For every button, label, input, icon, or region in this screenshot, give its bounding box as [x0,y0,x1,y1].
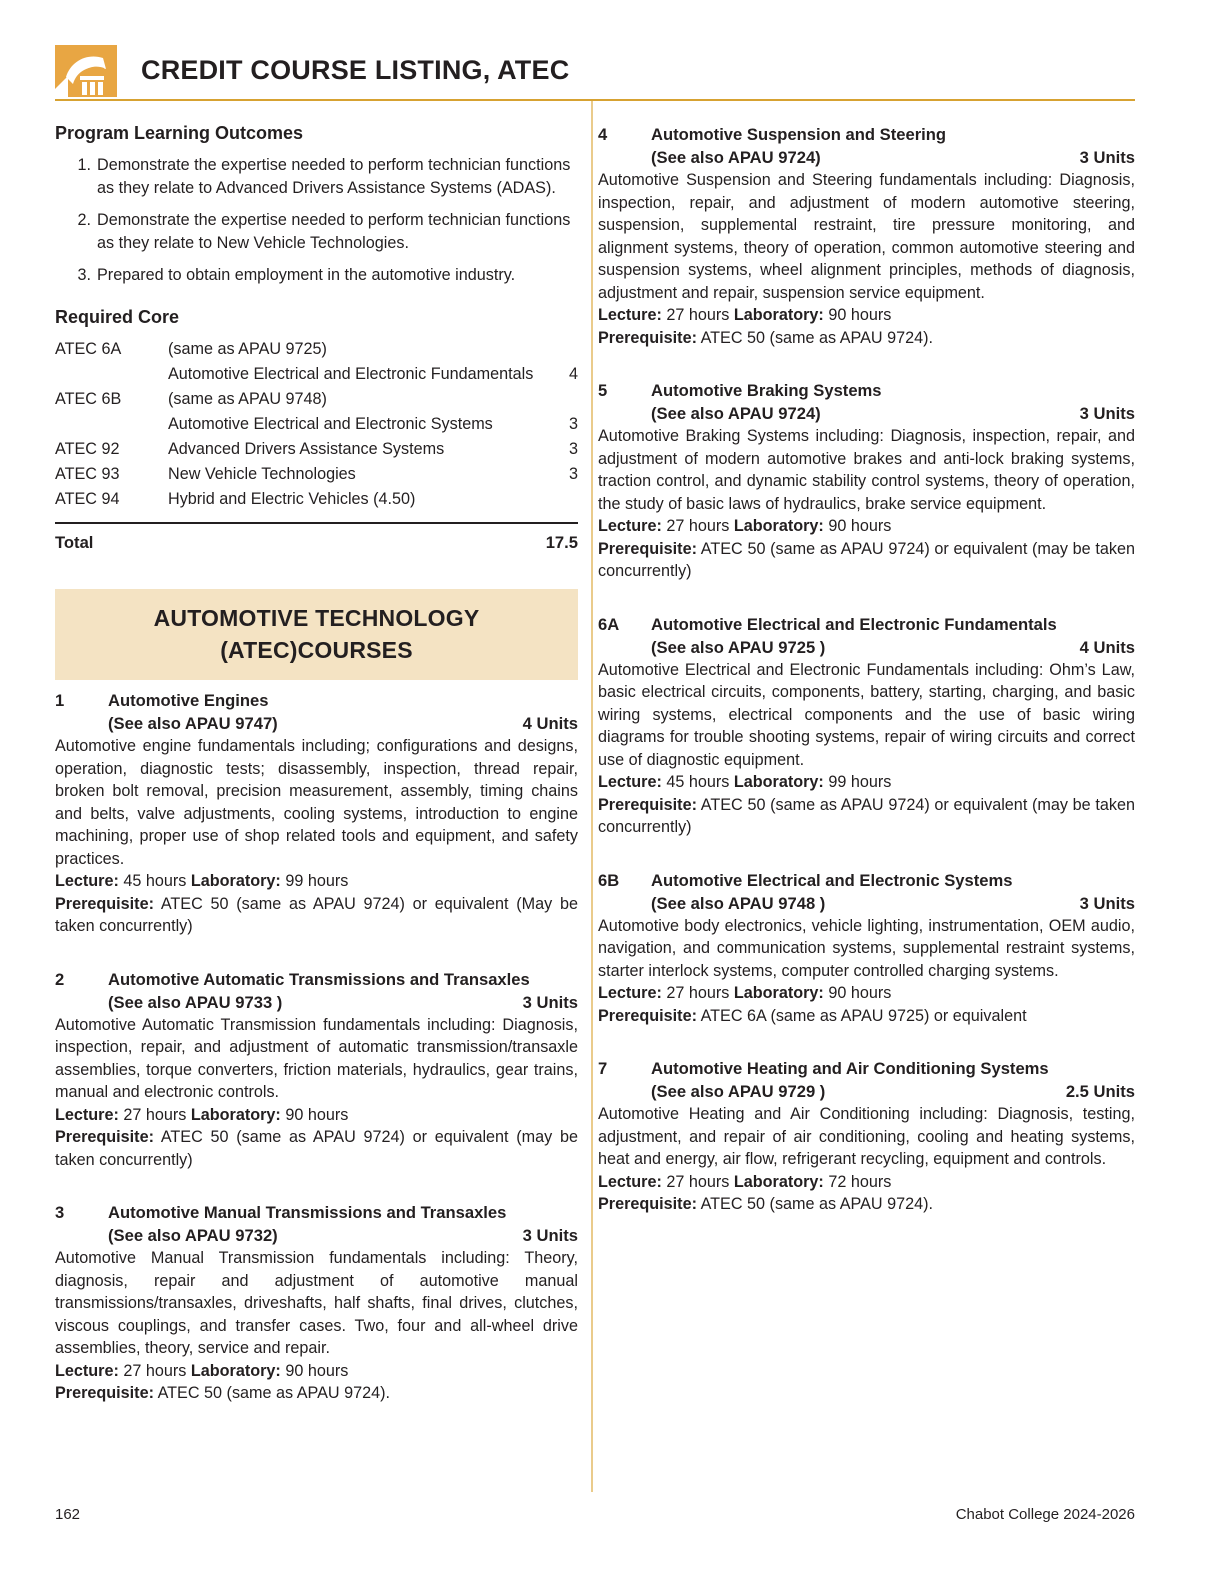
course-prerequisite-line [598,538,1135,583]
course-description: Automotive Electrical and Electronic Fundamentals including: Ohm’s Law, basic electrical circuits, components, battery, starting, charging, and basic wiring systems, electrical components and the use of basic wiring diagrams for trouble shooting systems, repair of wiring circuits and correct use of diagnostic equipment. [598,660,1135,769]
laboratory-label: Laboratory: [733,773,824,791]
course-hours-line [55,1104,578,1127]
course-see-also: (See also APAU 9733 ) [108,992,283,1012]
course-title-cell: New Vehicle Technologies [168,465,356,483]
course-title: Automotive Engines [108,691,269,710]
prerequisite-label: Prerequisite: [55,894,154,913]
course-title: Automotive Electrical and Electronic Systems [651,870,1013,890]
lecture-label: Lecture: [598,1172,662,1191]
laboratory-hours: 90 hours [828,517,892,535]
course-prerequisite-line [598,327,1135,350]
units-cell: 3 [568,415,578,433]
laboratory-hours: 90 hours [828,306,892,324]
prerequisite-label: Prerequisite: [598,1195,697,1213]
course-hours-line [598,515,1135,538]
course-description: Automotive Manual Transmission fundamentals including: Theory, diagnosis, repair and adjustment of automotive manual transmissions/transaxles, driveshafts, half shafts, final drives, clutches, viscous couplings, and transfer cases. Two, four and all-wheel drive assemblies, theory, service and repair. [55,1249,578,1357]
plo-item [55,209,578,255]
course-entry [598,869,1135,1028]
required-core-row [55,462,578,487]
prerequisite-text: ATEC 6A (same as APAU 9725) or equivalent [700,1006,1027,1025]
course-title: Automotive Suspension and Steering [651,125,947,144]
course-title: Automotive Automatic Transmissions and Transaxles [108,969,530,989]
course-prerequisite-line [598,794,1135,839]
lecture-label: Lecture: [598,773,662,791]
required-core-row [55,337,578,362]
course-see-also: (See also APAU 9748 ) [651,893,826,913]
page-header [55,0,1135,101]
course-prerequisite-line [598,1193,1135,1216]
laboratory-label: Laboratory: [733,517,824,535]
laboratory-label: Laboratory: [190,1361,281,1380]
lecture-label: Lecture: [55,1105,119,1124]
two-column-body [55,101,1135,1492]
prerequisite-text: ATEC 50 (same as APAU 9724) or equivalent (may be taken concurrently) [598,795,1135,836]
course-number: 4 [598,125,608,144]
lecture-hours: 45 hours [666,773,730,791]
course-units: 3 Units [1079,893,1135,913]
course-see-also: (See also APAU 9729 ) [651,1082,826,1101]
course-see-also: (See also APAU 9732) [108,1226,278,1245]
left-column [55,101,578,1492]
prerequisite-text: ATEC 50 (same as APAU 9724) or equivalent (May be taken concurrently) [55,894,578,935]
course-number: 7 [598,1059,608,1078]
page-number: 162 [55,1506,81,1523]
lecture-label: Lecture: [598,306,662,324]
course-prerequisite-line [55,893,578,938]
lecture-hours: 45 hours [123,872,187,890]
course-prerequisite-line [55,1382,578,1405]
course-entry [598,1057,1135,1216]
required-core-row [55,387,578,412]
course-title-cell: Automotive Electrical and Electronic Fundamentals [168,365,534,383]
total-value: 17.5 [545,533,578,552]
course-title: Automotive Heating and Air Conditioning Systems [651,1059,1049,1078]
course-code [55,362,168,387]
plo-item [55,264,578,287]
catalog-edition: Chabot College 2024-2026 [955,1506,1135,1523]
course-prerequisite-line [55,1126,578,1171]
plo-item-number: 1. [77,156,91,174]
units-cell: 3 [568,465,578,483]
prerequisite-label: Prerequisite: [55,1128,154,1146]
course-code: ATEC 6B [55,390,122,408]
laboratory-hours: 72 hours [828,1172,892,1191]
course-description: Automotive Braking Systems including: Diagnosis, inspection, repair, and adjustment of modern automotive brakes and anti-lock braking systems, traction control, and dynamic stability control systems, theory of operation, the study of basic laws of hydraulics, brake service equipment. [598,427,1135,513]
units-cell: 3 [568,440,578,458]
course-see-also: (See also APAU 9747) [108,714,278,733]
right-column [598,101,1135,1492]
course-units: 3 Units [1079,404,1135,423]
lecture-hours: 27 hours [123,1361,187,1380]
course-units: 4 Units [522,714,578,733]
prerequisite-label: Prerequisite: [598,539,697,558]
prerequisite-label: Prerequisite: [598,795,697,814]
plo-item-text: Demonstrate the expertise needed to perform technician functions as they relate to New Vehicle Technologies. [97,211,571,252]
course-description: Automotive Heating and Air Conditioning including: Diagnosis, testing, adjustment, and repair of air conditioning, cooling and heating systems, heat and energy, air flow, refrigerant recycling, equipment and controls. [598,1105,1135,1168]
course-code: ATEC 6A [55,340,122,358]
course-hours-line [55,1360,578,1383]
course-entry [55,1201,578,1405]
prerequisite-label: Prerequisite: [55,1384,154,1402]
page-footer [55,1505,1135,1525]
prerequisite-text: ATEC 50 (same as APAU 9724). [157,1384,390,1402]
laboratory-label: Laboratory: [190,1105,281,1124]
course-units: 2.5 Units [1065,1082,1135,1101]
course-description: Automotive Automatic Transmission fundamentals including: Diagnosis, inspection, repair, and adjustment of automatic transmission/transaxle assemblies, torque converters, friction materials, hydraulics, gear trains, manual and electronic controls. [55,1015,578,1101]
lecture-hours: 27 hours [666,306,730,324]
course-description: Automotive engine fundamentals including; configurations and designs, operation, diagnostic tests; disassembly, inspection, thread repair, broken bolt removal, precision measurement, assembly, timing chains and belts, valve adjustments, cooling systems, introduction to engine machining, proper use of shop related tools and equipment, and safety practices. [55,737,578,868]
required-core-section [55,307,578,553]
course-hours-line [598,1171,1135,1194]
course-number: 1 [55,691,65,710]
course-prerequisite-line [598,1005,1135,1028]
laboratory-label: Laboratory: [190,872,281,890]
course-hours-line [598,771,1135,794]
prerequisite-text: ATEC 50 (same as APAU 9724) or equivalent (may be taken concurrently) [55,1128,578,1169]
plo-item-text: Prepared to obtain employment in the automotive industry. [97,266,516,284]
course-number: 6A [598,614,620,634]
required-core-row [55,412,578,437]
course-title-cell: (same as APAU 9725) [168,340,327,358]
laboratory-hours: 90 hours [285,1105,349,1124]
course-entry [598,123,1135,349]
prerequisite-text: ATEC 50 (same as APAU 9724) or equivalent (may be taken concurrently) [598,539,1135,580]
course-hours-line [55,870,578,893]
prerequisite-text: ATEC 50 (same as APAU 9724). [700,1195,933,1213]
laboratory-hours: 90 hours [285,1361,349,1380]
course-title-cell: Hybrid and Electric Vehicles (4.50) [168,490,416,508]
required-core-total-row [55,522,578,553]
course-units: 3 Units [522,1226,578,1245]
laboratory-hours: 90 hours [828,984,892,1002]
laboratory-label: Laboratory: [733,306,824,324]
plo-item-number: 2. [77,211,91,229]
required-core-heading: Required Core [55,307,180,327]
plo-item-text: Demonstrate the expertise needed to perform technician functions as they relate to Advanced Drivers Assistance Systems (ADAS). [97,156,571,197]
lecture-label: Lecture: [55,1361,119,1380]
lecture-hours: 27 hours [123,1105,187,1124]
page-title: CREDIT COURSE LISTING, ATEC [141,55,570,85]
course-units: 3 Units [522,992,578,1012]
course-number: 3 [55,1203,65,1222]
course-title-cell: Advanced Drivers Assistance Systems [168,440,445,458]
banner-line-2: (ATEC)COURSES [220,637,413,663]
course-number: 6B [598,870,620,890]
course-entry [55,968,578,1172]
course-entry [55,689,578,938]
column-divider [591,101,593,1492]
chabot-college-logo-icon [55,45,117,101]
required-core-row [55,362,578,387]
course-entry [598,613,1135,839]
course-code: ATEC 93 [55,465,120,483]
course-units: 3 Units [1079,148,1135,167]
laboratory-label: Laboratory: [733,1172,824,1191]
lecture-label: Lecture: [598,517,662,535]
prerequisite-label: Prerequisite: [598,1006,697,1025]
course-code: ATEC 94 [55,490,120,508]
course-see-also: (See also APAU 9724) [651,148,821,167]
course-title: Automotive Electrical and Electronic Fundamentals [651,614,1057,634]
lecture-label: Lecture: [55,872,119,890]
course-number: 2 [55,969,65,989]
lecture-label: Lecture: [598,984,662,1002]
course-title: Automotive Manual Transmissions and Transaxles [108,1203,507,1222]
banner-line-1: AUTOMOTIVE TECHNOLOGY [153,605,480,631]
course-see-also: (See also APAU 9725 ) [651,637,826,657]
plo-item-number: 3. [77,266,91,284]
course-number: 5 [598,381,608,400]
course-title: Automotive Braking Systems [651,381,882,400]
course-title-cell: Automotive Electrical and Electronic Systems [168,415,493,433]
lecture-hours: 27 hours [666,517,730,535]
plo-item [55,154,578,200]
prerequisite-text: ATEC 50 (same as APAU 9724). [700,328,933,347]
laboratory-hours: 99 hours [285,872,349,890]
laboratory-hours: 99 hours [828,773,892,791]
course-code: ATEC 92 [55,440,120,458]
course-units: 4 Units [1079,637,1135,657]
course-hours-line [598,982,1135,1005]
total-label: Total [55,533,94,552]
courses-section-banner [55,589,578,680]
course-entry [598,379,1135,583]
course-see-also: (See also APAU 9724) [651,404,821,423]
required-core-row [55,487,578,512]
course-hours-line [598,304,1135,327]
course-description: Automotive body electronics, vehicle lighting, instrumentation, OEM audio, navigation, and communication systems, supplemental restraint systems, starter interlock systems, computer controlled charging systems. [598,916,1135,980]
lecture-hours: 27 hours [666,1172,730,1191]
plo-heading: Program Learning Outcomes [55,123,304,143]
units-cell: 4 [568,365,578,383]
course-code [55,412,168,437]
prerequisite-label: Prerequisite: [598,328,697,347]
course-title-cell: (same as APAU 9748) [168,390,327,408]
laboratory-label: Laboratory: [733,984,824,1002]
lecture-hours: 27 hours [666,984,730,1002]
required-core-row [55,437,578,462]
required-core-table [55,337,578,512]
course-description: Automotive Suspension and Steering fundamentals including: Diagnosis, inspection, repair, and adjustment of modern automotive steering, suspension, supplemental restraint, tire pressure monitoring, and alignment systems, theory of operation, common automotive steering and suspension systems, wheel alignment principles, methods of diagnosis, adjustment and repair, suspension service equipment. [598,171,1135,302]
